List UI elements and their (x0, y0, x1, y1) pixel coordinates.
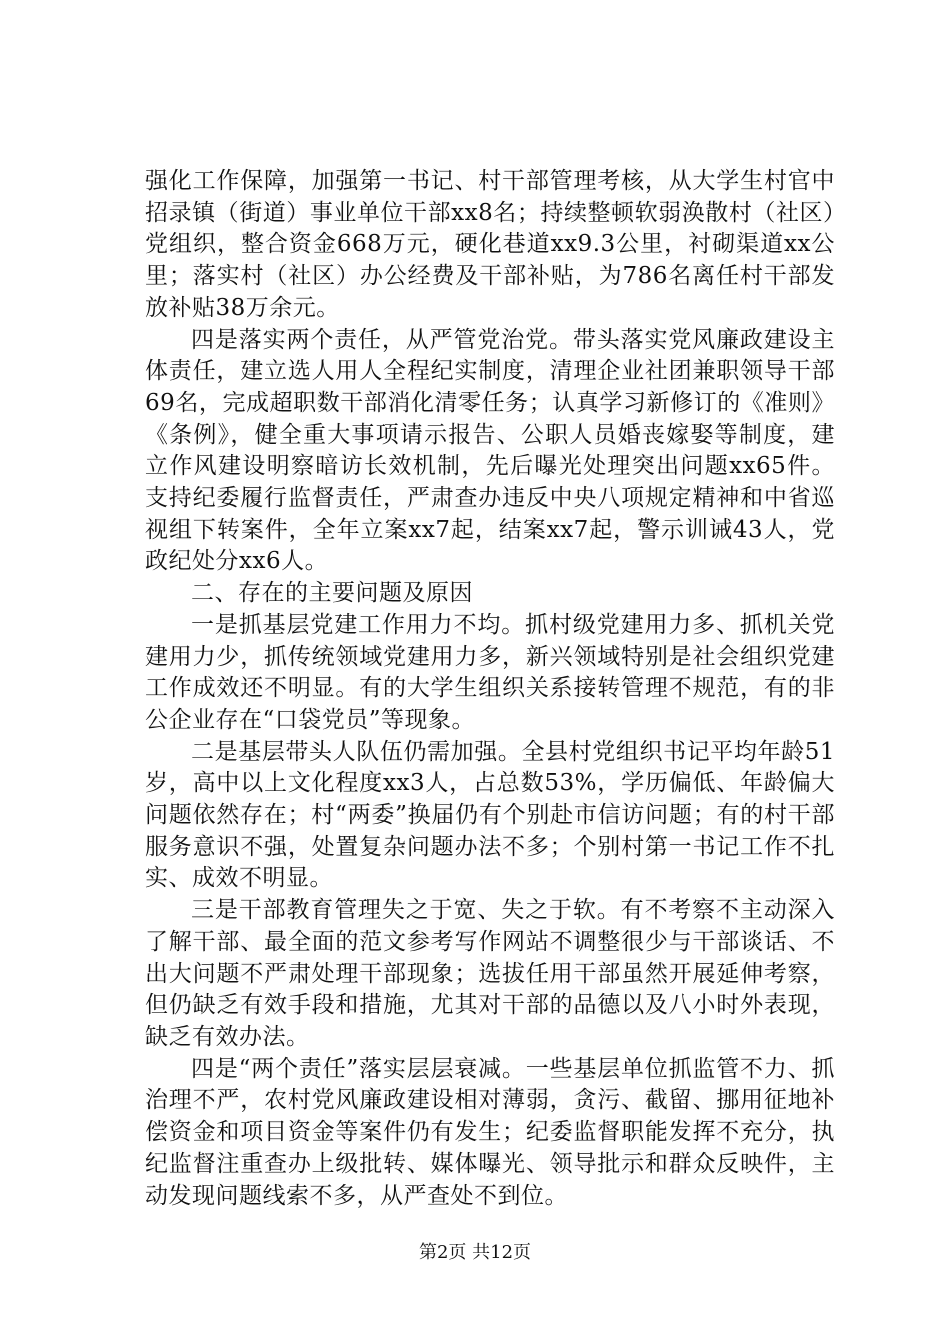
paragraph-6: 四是“两个责任”落实层层衰减。一些基层单位抓监管不力、抓治理不严，农村党风廉政建设相对薄弱，贪污、截留、挪用征地补偿资金和项目资金等案件仍有发生；纪委监督职能发挥不充分，执纪监督注重查办上级批转、媒体曝光、领导批示和群众反映件，主动发现问题线索不多，从严查处不到位。 (145, 1055, 835, 1209)
page-number-footer: 第2页 共12页 (418, 1242, 532, 1263)
paragraph-3: 一是抓基层党建工作用力不均。抓村级党建用力多、抓机关党建用力少，抓传统领域党建用力多，新兴领域特别是社会组织党建工作成效还不明显。有的大学生组织关系接转管理不规范，有的非公企业存在“口袋党员”等现象。 (145, 611, 835, 733)
paragraph-1: 强化工作保障，加强第一书记、村干部管理考核，从大学生村官中招录镇（街道）事业单位干部xx8名；持续整顿软弱涣散村（社区）党组织，整合资金668万元，硬化巷道xx9.3公里，衬砌渠道xx公里；落实村（社区）办公经费及干部补贴，为786名离任村干部发放补贴38万余元。 (145, 168, 835, 321)
paragraph-4: 二是基层带头人队伍仍需加强。全县村党组织书记平均年龄51岁，高中以上文化程度xx3人，占总数53%，学历偏低、年龄偏大问题依然存在；村“两委”换届仍有个别赴市信访问题；有的村干部服务意识不强，处置复杂问题办法不多；个别村第一书记工作不扎实、成效不明显。 (145, 738, 835, 892)
document-body (145, 166, 835, 1212)
paragraph-2: 四是落实两个责任，从严管党治党。带头落实党风廉政建设主体责任，建立选人用人全程纪实制度，清理企业社团兼职领导干部69名，完成超职数干部消化清零任务；认真学习新修订的《准则》《条例》，健全重大事项请示报告、公职人员婚丧嫁娶等制度，建立作风建设明察暗访长效机制，先后曝光处理突出问题xx65件。支持纪委履行监督责任，严肃查办违反中央八项规定精神和中省巡视组下转案件，全年立案xx7起，结案xx7起，警示训诫43人，党政纪处分xx6人。 (145, 326, 835, 575)
section-heading: 二、存在的主要问题及原因 (191, 580, 473, 607)
paragraph-5: 三是干部教育管理失之于宽、失之于软。有不考察不主动深入了解干部、最全面的范文参考写作网站不调整很少与干部谈话、不出大问题不严肃处理干部现象；选拔任用干部虽然开展延伸考察，但仍缺乏有效手段和措施，尤其对干部的品德以及八小时外表现，缺乏有效办法。 (145, 897, 835, 1050)
